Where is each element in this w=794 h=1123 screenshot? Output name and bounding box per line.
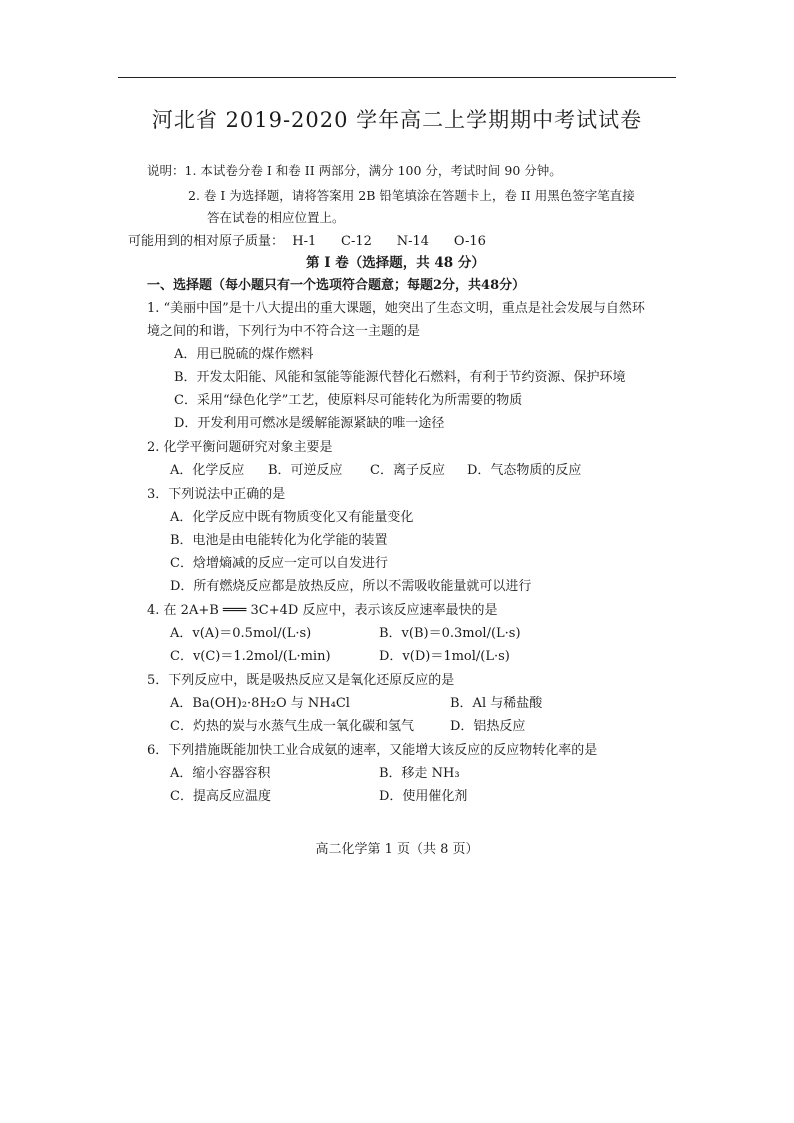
- q5-option-d: D．铝热反应: [450, 719, 526, 734]
- q4-option-b: B．v(B)＝0.3mol/(L·s): [379, 626, 521, 641]
- q1-option-a: A．用已脱硫的煤作燃料: [174, 347, 314, 362]
- q4-option-a: A．v(A)＝0.5mol/(L·s): [170, 626, 312, 641]
- q3-option-c: C．焓增熵减的反应一定可以自发进行: [170, 556, 388, 571]
- q4-option-c: C．v(C)＝1.2mol/(L·min): [170, 649, 331, 664]
- q5-option-a: A．Ba(OH)₂·8H₂O 与 NH₄Cl: [170, 696, 350, 711]
- q1-option-c: C．采用“绿色化学”工艺，使原料尽可能转化为所需要的物质: [174, 393, 523, 408]
- exam-title: 河北省 2019-2020 学年高二上学期期中考试试卷: [151, 108, 643, 132]
- q3-stem: 3．下列说法中正确的是: [147, 487, 286, 502]
- q3-option-d: D．所有燃烧反应都是放热反应，所以不需吸收能量就可以进行: [170, 579, 532, 594]
- header-rule: [118, 77, 676, 78]
- q3-option-b: B．电池是由电能转化为化学能的装置: [170, 533, 388, 548]
- atomic-masses: 可能用到的相对原子质量： H-1 C-12 N-14 O-16: [128, 234, 486, 249]
- q2-option-a: A．化学反应: [170, 463, 245, 478]
- instruction-line-3: 答在试卷的相应位置上。: [207, 210, 345, 225]
- q5-stem: 5．下列反应中，既是吸热反应又是氧化还原反应的是: [147, 673, 455, 688]
- q4-option-d: D．v(D)＝1mol/(L·s): [379, 649, 510, 664]
- instruction-line-1: 说明：1. 本试卷分卷 I 和卷 II 两部分，满分 100 分，考试时间 90 分钟。: [147, 163, 562, 178]
- q5-option-b: B．Al 与稀盐酸: [450, 696, 543, 711]
- q3-option-a: A．化学反应中既有物质变化又有能量变化: [170, 510, 414, 525]
- q1-stem-line-1: 1. “美丽中国”是十八大提出的重大课题，她突出了生态文明，重点是社会发展与自然环: [147, 301, 645, 316]
- q6-option-c: C．提高反应温度: [170, 789, 271, 804]
- instruction-line-2: 2. 卷 I 为选择题，请将答案用 2B 铅笔填涂在答题卡上，卷 II 用黑色签字笔直接: [188, 188, 635, 203]
- page-footer: 高二化学第 1 页（共 8 页）: [315, 842, 479, 857]
- part-1-title: 一、选择题（每小题只有一个选项符合题意；每题2分，共48分）: [147, 278, 526, 293]
- q2-option-d: D．气态物质的反应: [467, 463, 582, 478]
- q6-stem: 6．下列措施既能加快工业合成氨的速率，又能增大该反应的反应物转化率的是: [147, 743, 598, 758]
- q1-stem-line-2: 境之间的和谐，下列行为中不符合这一主题的是: [147, 324, 421, 339]
- q2-option-c: C．离子反应: [370, 463, 445, 478]
- q6-option-a: A．缩小容器容积: [170, 766, 271, 781]
- q6-option-b: B．移走 NH₃: [379, 766, 460, 781]
- q2-stem: 2. 化学平衡问题研究对象主要是: [147, 440, 333, 455]
- q6-option-d: D．使用催化剂: [379, 789, 468, 804]
- q1-option-b: B．开发太阳能、风能和氢能等能源代替化石燃料，有利于节约资源、保护环境: [174, 370, 626, 385]
- section-1-title: 第 I 卷（选择题，共 48 分）: [306, 255, 485, 271]
- q2-option-b: B．可逆反应: [268, 463, 343, 478]
- q4-stem: 4. 在 2A+B ═══ 3C+4D 反应中，表示该反应速率最快的是: [147, 603, 498, 618]
- q5-option-c: C．灼热的炭与水蒸气生成一氧化碳和氢气: [170, 719, 414, 734]
- q1-option-d: D．开发利用可燃冰是缓解能源紧缺的唯一途径: [174, 416, 445, 431]
